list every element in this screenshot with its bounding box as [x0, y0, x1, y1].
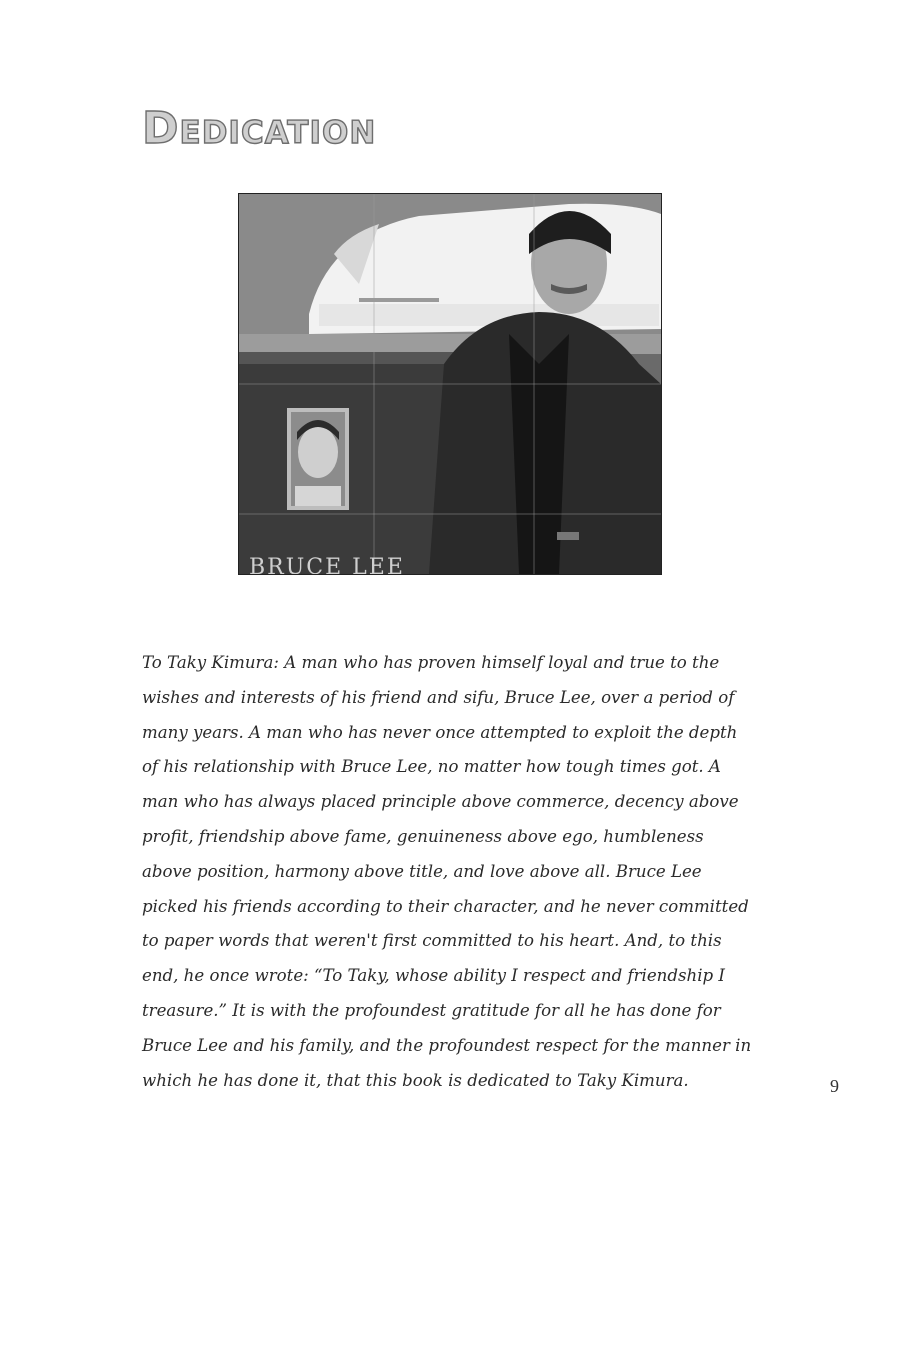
- photo-icon: [239, 194, 661, 574]
- page-title: Dedication: [142, 103, 377, 155]
- dedication-text: To Taky Kimura: A man who has proven himself loyal and true to the wishes and interests of his friend and sifu, Bruce Lee, over a period of many years. A man who has never once attempted to exploit the depth of his relationship with Bruce Lee, no matter how tough times got. A man who has always placed principle above commerce, decency above profit, friendship above fame, genuineness above ego, humbleness above position, harmony above title, and love above all. Bruce Lee picked his friends according to their character, and he never committed to paper words that weren't first committed to his heart. And, to this end, he once wrote: “To Taky, whose ability I respect and friendship I treasure.” It is with the profoundest gratitude for all he has done for Bruce Lee and his family, and the profoundest respect for the manner in which he has done it, that this book is dedicated to Taky Kimura.: [142, 653, 752, 1090]
- dedication-photo: [238, 193, 662, 575]
- page-number: 9: [830, 1076, 839, 1096]
- headstone-inscription: BRUCE LEE: [249, 555, 405, 575]
